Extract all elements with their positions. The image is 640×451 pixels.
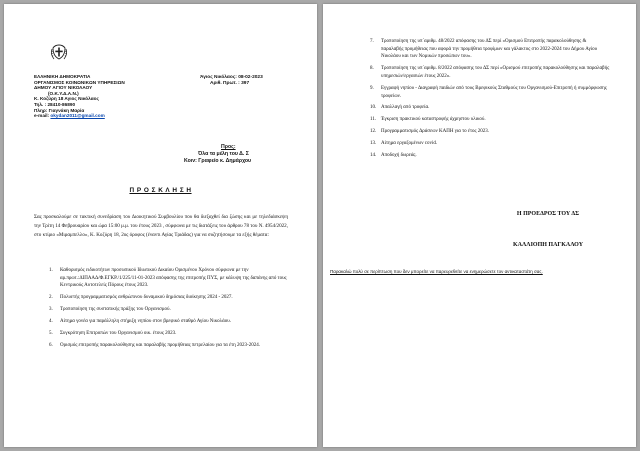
document-title: Π Ρ Ο Σ Κ Λ Η Σ Η: [129, 187, 192, 194]
footer-note: Παρακαλώ πολύ σε περίπτωση που δεν μπορείτε να παρευρεθείτε να ενημερώσετε τον αντικαταστάτη σας.: [330, 269, 543, 274]
president-name: ΚΑΛΛΙΟΠΗ ΠΑΓΚΑΛΟΥ: [512, 242, 584, 248]
org-line: (Ο.Κ.Υ.Δ.Α.Ν.): [48, 90, 79, 96]
item-number: 7.: [370, 39, 374, 44]
list-item: [370, 104, 610, 112]
org-line: ΟΡΓΑΝΙΣΜΟΣ ΚΟΙΝΩΝΙΚΩΝ ΥΠΗΡΕΣΙΩΝ: [34, 79, 125, 85]
item-number: 8.: [370, 66, 374, 72]
protocol-line: Αριθ. Πρωτ. : 397: [210, 81, 250, 86]
item-text: Εγγραφή νηπίου - Διαγραφή παιδιών από τους Βρεφικούς Σταθμούς του Οργανισμού-Επιτροπή ή συμμόρφωσης τροφείων.: [381, 85, 607, 99]
item-text: Απαλλαγή από τροφεία.: [381, 105, 430, 111]
item-number: 14.: [370, 153, 377, 159]
item-text: Τροποποίηση της υπ΄αριθμ. 48/2022 απόφασης του ΔΣ περί «Ορισμού Επιτροπής παρακολούθησης & παραλαβής προμήθειας που αφορά την προμήθεια τροφίμων και γάλακτος στο 2022-2024 του Δήμου Αγίου Νικολάου και των Νομικών προσώπων του».: [381, 39, 598, 60]
item-number: 6.: [49, 342, 53, 348]
list-item: [49, 318, 289, 326]
list-item: [370, 128, 610, 136]
org-line: ΕΛΛΗΝΙΚΗ ΔΗΜΟΚΡΑΤΙΑ: [34, 74, 91, 79]
date-line: Άγιος Νικόλαος: 08-02-2023: [200, 75, 263, 80]
intro-paragraph: Σας προσκαλούμε σε τακτική συνεδρίαση του Διοικητικού Συμβουλίου που θα διεξαχθεί δια ζώσης και με τηλεδιάσκεψη την Τρίτη 14 Φεβρουαρίου και ώρα 15:00 μ.μ. του έτους 2023 , σύμφωνα με τις διατάξεις του άρθρου 78 του Ν. 4954/2022, στο κτίριο «Μιραμπελλο», Κ. Κοζύρη 18, 2ος όροφος (έναντι Αγίας Τριάδας) για να συζητήσουμε τα εξής θέματα:: [34, 214, 288, 238]
date-protocol-block: [200, 75, 263, 87]
organization-header: [34, 74, 125, 119]
to-line-2: Κοιν: Γραφείο κ. Δημάρχου: [184, 158, 252, 164]
agenda-list-2: [370, 38, 610, 164]
item-number: 13.: [370, 141, 377, 147]
item-text: Ορισμός επιτροπής παρακολούθησης και παραλαβής προμήθειας πετρελαίου για τα έτη 2023-2024.: [60, 342, 260, 348]
to-label: Προς:: [221, 144, 236, 150]
document-page-1: [4, 4, 317, 447]
item-number: 5.: [49, 330, 53, 336]
greek-emblem-icon: [49, 42, 69, 62]
org-line: Πληρ: Γιαγνάκη Μαρία: [34, 107, 85, 113]
email-label: e-mail:: [34, 113, 50, 119]
president-title: Η ΠΡΟΕΔΡΟΣ ΤΟΥ ΔΣ: [516, 211, 580, 217]
item-number: 11.: [370, 117, 377, 123]
item-number: 4.: [49, 319, 53, 325]
list-item: [49, 294, 289, 302]
org-line: Τηλ. : 28410-86890: [34, 101, 76, 107]
list-item: [370, 152, 610, 160]
org-line: Κ. Κοζύρη 18 Αγιος Νικόλαος: [34, 96, 99, 102]
item-number: 2.: [49, 295, 53, 301]
list-item: [49, 330, 289, 338]
item-number: 10.: [370, 105, 377, 111]
org-line: ΔΗΜΟΥ ΑΓΙΟΥ ΝΙΚΟΛΑΟΥ: [34, 85, 93, 91]
item-text: Προγραμματισμός Δράσεων ΚΑΠΗ για το έτος 2023.: [381, 129, 489, 135]
recipients-block: [184, 144, 309, 165]
list-item: [370, 85, 610, 100]
to-line-1: Όλα τα μέλη του Δ. Σ: [198, 151, 249, 157]
list-item: [49, 267, 289, 290]
email-line: [34, 113, 125, 119]
list-item: [370, 116, 610, 124]
item-text: Καθορισμός ειδικοτήτων προσωπικού Ιδιωτικού Δικαίου Ορισμένου Χρόνου σύμφωνα με την αρ.πρωτ.:ΔΙΠΑΑΔ/Φ.ΕΓΚΡ./1/225/11-01-2023 απόφασης της επιτροπής ΠΥΣ, με κάλυψη της δαπάνης από τους Κεντρικούς Αυτοτελείς Πόρους έτους 2023.: [60, 268, 287, 289]
item-text: Αίτημα γονέα για παράλληλη στήριξη νηπίου στον βρεφικό σταθμό Αγίου Νικολάου.: [60, 319, 231, 325]
item-text: Συγκρότηση Επιτροπών του Οργανισμού οικ. έτους 2023.: [60, 330, 177, 336]
list-item: [49, 306, 289, 314]
item-text: Αποδοχή δωρεάς.: [381, 153, 417, 159]
item-text: Τροποποίηση της συστατικής πράξης του Οργανισμού.: [60, 307, 171, 313]
item-text: Πολυετής προγραμματισμός ανθρώπινου δυναμικού δημόσιας διοίκησης 2024 - 2027.: [60, 295, 233, 301]
document-page-2: [323, 4, 636, 447]
list-item: [370, 65, 610, 80]
item-text: Αίτημα εργαζομένων covid.: [381, 141, 438, 147]
item-number: 9.: [370, 85, 374, 91]
email-link[interactable]: okydan2011@gmail.com: [50, 113, 105, 119]
item-number: 12.: [370, 129, 377, 135]
item-number: 3.: [49, 307, 53, 313]
item-text: Έγκριση πρακτικού καταστροφής άχρηστου υλικού.: [381, 117, 486, 123]
agenda-list-1: [49, 267, 289, 354]
list-item: [370, 140, 610, 148]
item-number: 1.: [49, 268, 53, 273]
list-item: [49, 342, 289, 350]
item-text: Τροποποίηση της υπ΄αριθμ. 8/2022 απόφασης του ΔΣ περί «Ορισμού επιτροπής παρακολούθησης και παραλαβής υπηρεσιών/εργασιών έτους 2022».: [381, 66, 610, 79]
list-item: [370, 38, 610, 61]
